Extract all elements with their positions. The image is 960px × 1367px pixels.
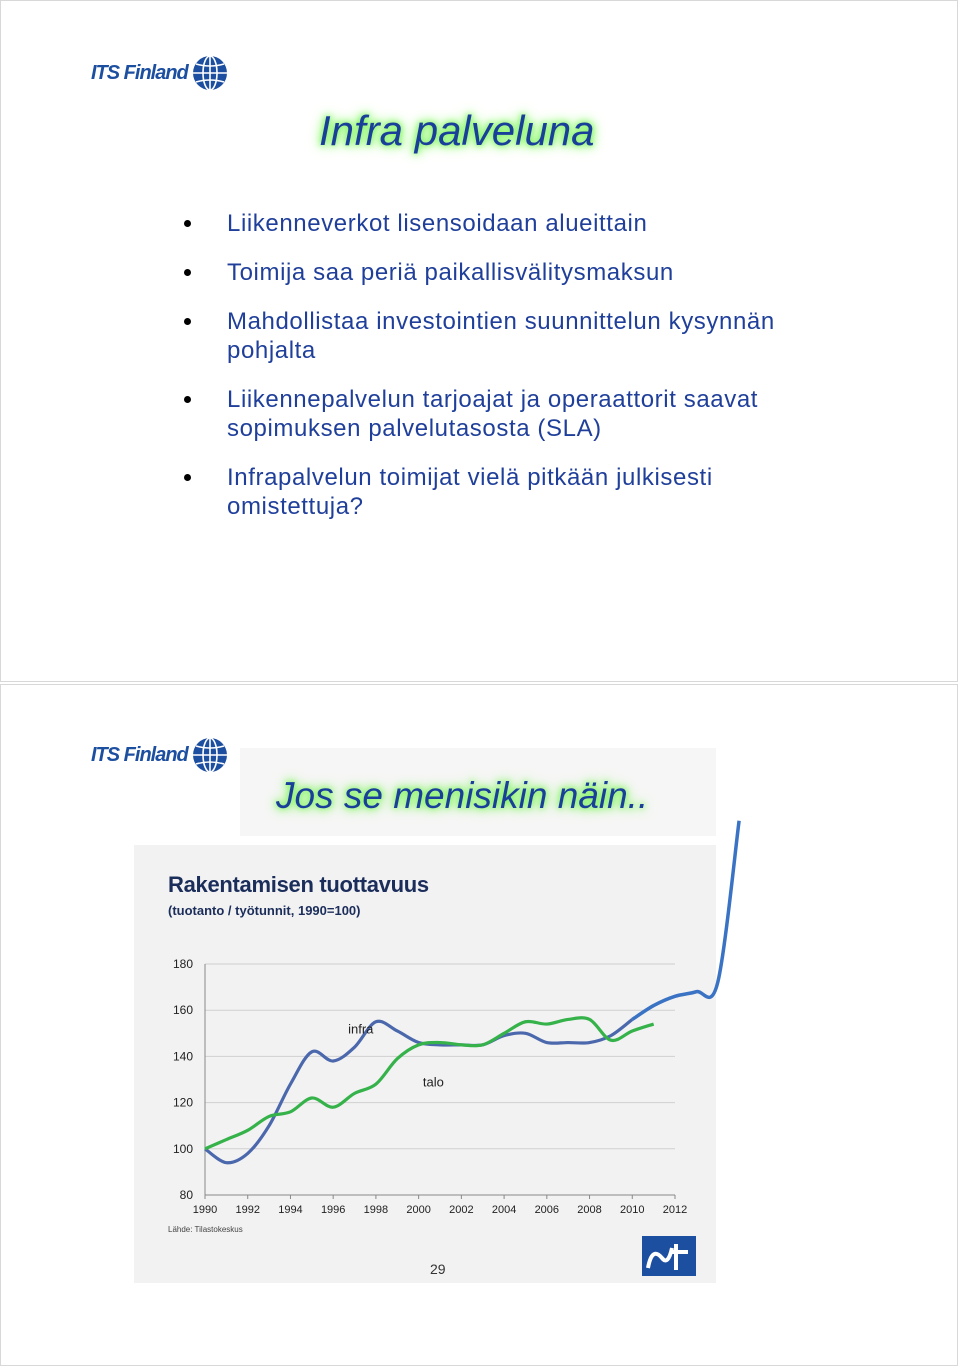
logo-text: ITS Finland: [91, 61, 188, 84]
x-tick-label: 2010: [620, 1204, 645, 1216]
bullet-item: Toimija saa periä paikallisvälitysmaksun: [182, 258, 802, 287]
logo-text: ITS Finland: [91, 743, 188, 766]
x-tick-label: 1998: [363, 1204, 389, 1216]
x-tick-label: 2000: [406, 1204, 431, 1216]
y-tick-label: 100: [172, 1141, 193, 1156]
series-annotation: talo: [422, 1074, 444, 1090]
y-tick-label: 120: [172, 1095, 193, 1110]
x-tick-label: 1996: [320, 1204, 346, 1216]
x-tick-label: 2012: [662, 1204, 688, 1216]
y-tick-label: 80: [179, 1188, 193, 1202]
x-tick-label: 2004: [491, 1204, 517, 1216]
chart-title: Rakentamisen tuottavuus: [168, 872, 429, 897]
x-tick-label: 2008: [577, 1204, 602, 1216]
chart-source: Lähde: Tilastokeskus: [168, 1225, 243, 1234]
slide-title: Jos se menisikin näin..: [276, 775, 649, 816]
x-tick-label: 2006: [534, 1204, 560, 1216]
x-tick-label: 2002: [449, 1204, 474, 1216]
y-tick-label: 180: [172, 957, 193, 971]
x-tick-label: 1994: [278, 1204, 303, 1216]
y-tick-label: 140: [172, 1049, 193, 1064]
bullet-item: Mahdollistaa investointien suunnittelun kysynnän pohjalta: [182, 307, 802, 365]
series-line-projection: [632, 821, 739, 1020]
slide-title: Infra palveluna: [319, 107, 595, 154]
x-tick-label: 1990: [192, 1204, 218, 1216]
bullet-item: Liikenneverkot lisensoidaan alueittain: [182, 209, 802, 238]
bullet-item: Infrapalvelun toimijat vielä pitkään julkisesti omistettuja?: [182, 463, 802, 521]
bullet-item: Liikennepalvelun tarjoajat ja operaattorit saavat sopimuksen palvelutasosta (SLA): [182, 385, 802, 443]
series-line-infra: [205, 1019, 632, 1162]
page-number: 29: [430, 1261, 446, 1277]
chart-subtitle: (tuotanto / työtunnit, 1990=100): [168, 903, 361, 918]
y-tick-label: 160: [172, 1003, 193, 1018]
x-tick-label: 1992: [235, 1204, 260, 1216]
series-annotation: infra: [348, 1021, 374, 1037]
